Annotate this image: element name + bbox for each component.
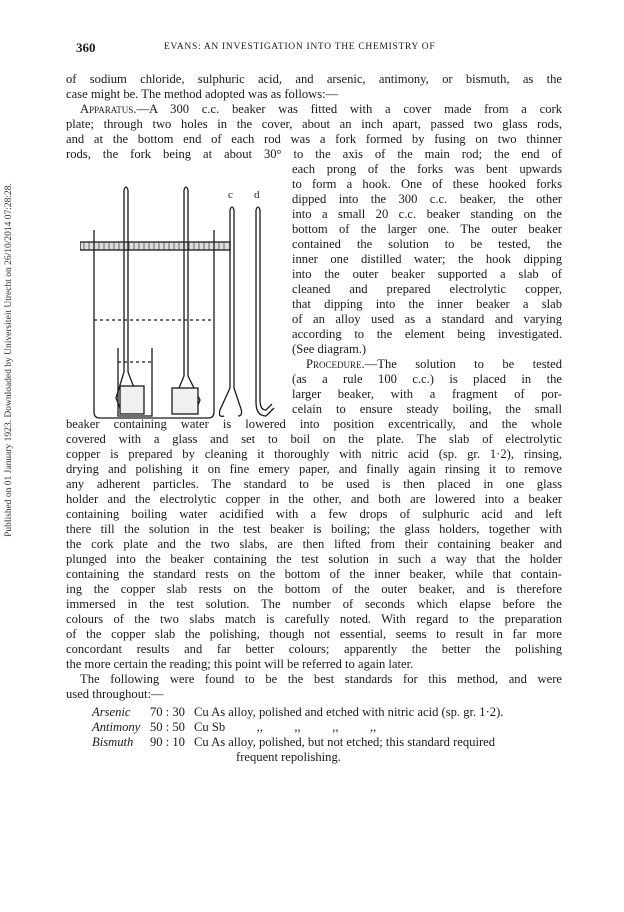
- text-line: to form a hook. One of these hooked forks: [292, 177, 562, 191]
- standard-description: Cu As alloy, polished, but not etched; this standard required: [194, 735, 496, 749]
- standard-ratio: 70 : 30: [150, 705, 185, 719]
- standard-slab: [120, 386, 144, 414]
- apparatus-paragraph-start: [66, 102, 562, 117]
- download-notice-text: Published on 01 January 1923. Downloaded by Universiteit Utrecht on 26/10/2014 07:28:28.: [4, 183, 14, 537]
- text-line: (See diagram.): [292, 342, 367, 356]
- text-line: rods, the fork being at about 30° to the axis of the main rod; the end of: [66, 147, 562, 161]
- standard-element: Antimony: [92, 720, 141, 734]
- text-line: (as a rule 100 c.c.) is placed in the: [292, 372, 562, 386]
- page-header: [76, 40, 561, 56]
- procedure-heading: Procedure.: [306, 357, 365, 371]
- text-line: into the outer beaker supported a slab of: [292, 267, 562, 281]
- text-line: dipped into the 300 c.c. beaker, the other: [292, 192, 562, 206]
- standard-continuation: frequent repolishing.: [236, 750, 341, 764]
- standard-element: Bismuth: [92, 735, 134, 749]
- text-line: containing the standard rests on the bottom of the inner beaker, while that contain-: [66, 567, 562, 581]
- standard-ratio: 90 : 10: [150, 735, 185, 749]
- text-line: inner one distilled water; the hook dipping: [292, 252, 562, 266]
- text-line: of sodium chloride, sulphuric acid, and arsenic, antimony, or bismuth, as the: [66, 72, 562, 86]
- text-line: drying and polishing it on fine emery paper, and finally again rinsing it to remove: [66, 462, 562, 476]
- standard-row: [92, 705, 503, 720]
- text-line: any adherent particles. The standard to be used is then placed in one glass: [66, 477, 562, 491]
- text-line: ing the copper slab rests on the bottom of the outer beaker, and is therefore: [66, 582, 562, 596]
- standard-element: Arsenic: [92, 705, 131, 719]
- rod-c: [230, 207, 234, 388]
- standard-description: Cu As alloy, polished and etched with nitric acid (sp. gr. 1·2).: [194, 705, 504, 719]
- standard-description: Cu Sb ,, ,, ,, ,,: [194, 720, 377, 734]
- standard-row: [92, 720, 376, 735]
- standard-ratio: 50 : 50: [150, 720, 185, 734]
- text-line: plunged into the beaker containing the test solution in such a way that the holder: [66, 552, 562, 566]
- text-line: and at the bottom end of each rod was a fork formed by fusing on two thinner: [66, 132, 562, 146]
- text-line: of an alloy used as a standard and varying: [292, 312, 562, 326]
- text-line: used throughout:—: [66, 687, 164, 701]
- text-line: that dipping into the inner beaker a slab: [292, 297, 562, 311]
- running-head: EVANS: AN INVESTIGATION INTO THE CHEMISTRY OF: [164, 42, 436, 52]
- text-line: according to the element being investigated.: [292, 327, 562, 341]
- procedure-text: —The solution to be tested: [364, 357, 562, 371]
- text-line: into a small 20 c.c. beaker standing on the: [292, 207, 562, 221]
- text-line: copper is prepared by cleaning it thoroughly with nitric acid (sp. gr. 1·2), rinsing,: [66, 447, 562, 461]
- text-line: colours of the two slabs match is carefully noted. With regard to the preparation: [66, 612, 562, 626]
- standard-row: [92, 735, 495, 750]
- text-line: contained the solution to be tested, the: [292, 237, 562, 251]
- text-line: containing boiling water acidified with a few drops of sulphuric acid and left: [66, 507, 562, 521]
- text-line: The following were found to be the best standards for this method, and were: [80, 672, 562, 686]
- text-line: immersed in the test solution. The number of seconds which elapse before the: [66, 597, 562, 611]
- text-line: there till the solution in the test beaker is boiling; the glass holders, together with: [66, 522, 562, 536]
- copper-slab: [172, 388, 198, 414]
- label-c: c: [228, 189, 233, 201]
- text-line: bottom of the larger one. The outer beaker: [292, 222, 562, 236]
- text-line: larger beaker, with a fragment of por-: [292, 387, 562, 401]
- text-line: the more certain the reading; this point will be referred to again later.: [66, 657, 414, 671]
- page-number: 360: [76, 40, 96, 55]
- text-line: the cork plate and the two slabs, are then lifted from their containing beaker and: [66, 537, 562, 551]
- text-line: holder and the electrolytic copper in the other, and both are lowered into a beaker: [66, 492, 562, 506]
- rod-d-hook: [256, 207, 274, 416]
- procedure-paragraph-start: [292, 357, 562, 372]
- label-d: d: [254, 189, 260, 201]
- text-line: each prong of the forks was bent upwards: [292, 162, 562, 176]
- apparatus-text: —A 300 c.c. beaker was fitted with a cover made from a cork: [136, 102, 562, 116]
- text-line: cleaned and prepared electrolytic copper,: [292, 282, 562, 296]
- apparatus-diagram: [80, 180, 285, 420]
- text-line: covered with a glass and set to boil on the plate. The slab of electrolytic: [66, 432, 562, 446]
- text-line: of the copper slab the polishing, though not essential, seems to result in far more: [66, 627, 562, 641]
- text-line: celain to ensure steady boiling, the small: [292, 402, 562, 416]
- cork-plate: [80, 242, 230, 250]
- download-notice: [2, 150, 16, 570]
- text-line: case might be. The method adopted was as follows:—: [66, 87, 339, 101]
- text-line: concordant results and far better colours; apparently the better the polishing: [66, 642, 562, 656]
- text-line: plate; through two holes in the cover, about an inch apart, passed two glass rods,: [66, 117, 562, 131]
- text-line: beaker containing water is lowered into position excentrically, and the whole: [66, 417, 562, 431]
- fork-c: [220, 388, 242, 416]
- apparatus-heading: Apparatus.: [80, 102, 137, 116]
